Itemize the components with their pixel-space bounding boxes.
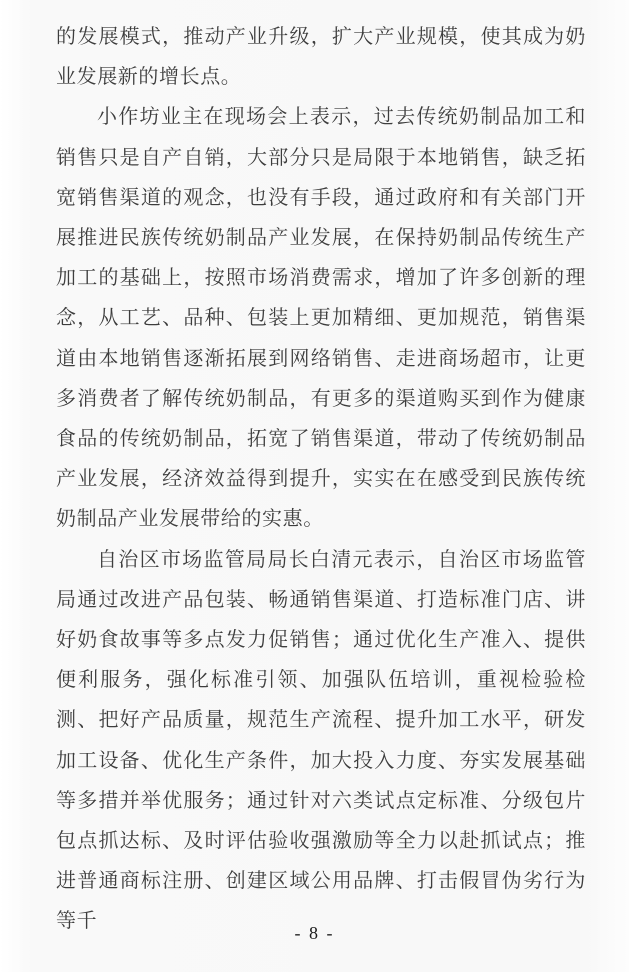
- paragraph-workshop-owners: 小作坊业主在现场会上表示，过去传统奶制品加工和销售只是自产自销，大部分只是局限于本地销售，缺乏拓宽销售渠道的观念，也没有手段，通过政府和有关部门开展推进民族传统奶制品产业发展，在保持奶制品传统生产加工的基础上，按照市场消费需求，增加了许多创新的理念，从工艺、品种、包装上更加精细、更加规范，销售渠道由本地销售逐渐拓展到网络销售、走进商场超市，让更多消费者了解传统奶制品，有更多的渠道购买到作为健康食品的传统奶制品，拓宽了销售渠道，带动了传统奶制品产业发展，经济效益得到提升，实实在在感受到民族传统奶制品产业发展带给的实惠。: [56, 104, 586, 531]
- paragraph-market-bureau: 自治区市场监管局局长白清元表示，自治区市场监管局通过改进产品包装、畅通销售渠道、打造标准门店、讲好奶食故事等多点发力促销售；通过优化生产准入、提供便利服务，强化标准引领、加强队伍培训，重视检验检测、把好产品质量，规范生产流程、提升加工水平，研发加工设备、优化生产条件，加大投入力度、夯实发展基础等多措并举优服务；通过针对六类试点定标准、分级包片包点抓达标、及时评估验收强激励等全力以赴抓试点；推进普通商标注册、创建区域公用品牌、打击假冒伪劣行为等千: [56, 546, 586, 933]
- document-body: [56, 16, 586, 941]
- page-number: - 8 -: [294, 923, 335, 943]
- paragraph-continued: 的发展模式，推动产业升级，扩大产业规模，使其成为奶业发展新的增长点。: [56, 24, 586, 89]
